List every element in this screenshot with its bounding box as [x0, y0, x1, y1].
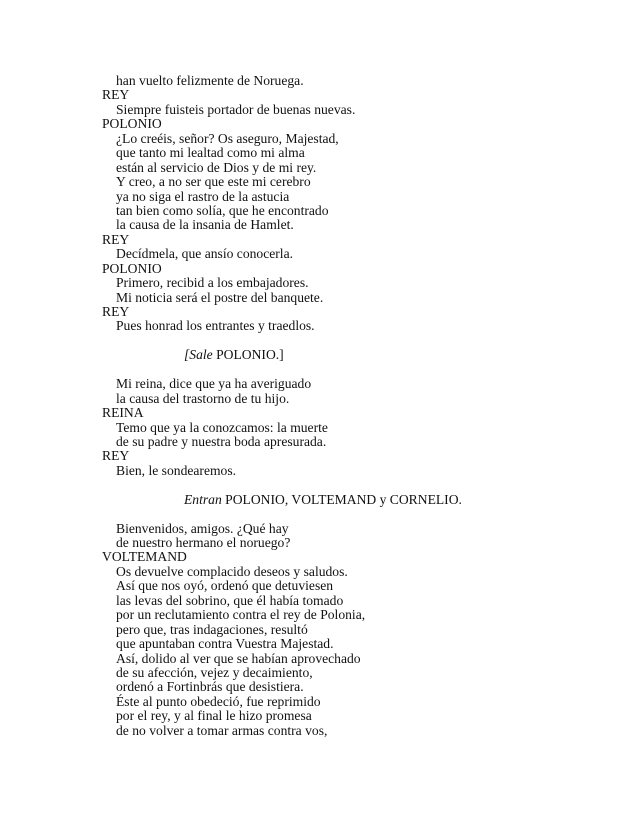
verse-line: Pues honrad los entrantes y traedlos.: [116, 318, 315, 334]
verse-line: Decídmela, que ansío conocerla.: [116, 246, 294, 262]
speaker-name: REY: [102, 304, 130, 319]
verse-line: están al servicio de Dios y de mi rey.: [116, 159, 317, 175]
verse-line: pero que, tras indagaciones, resultó: [116, 621, 308, 637]
verse-line: por el rey, y al final le hizo promesa: [116, 708, 312, 724]
stage-rest: POLONIO, VOLTEMAND y CORNELIO.: [221, 491, 462, 507]
verse-line: Éste al punto obedeció, fue reprimido: [116, 693, 321, 709]
blank-line: [102, 363, 602, 377]
verse-line: la causa del trastorno de tu hijo.: [116, 390, 290, 406]
verse-line: de su padre y nuestra boda apresurada.: [116, 433, 327, 449]
blank-line: [102, 334, 602, 348]
speaker-name: REINA: [102, 405, 144, 421]
blank-line: [102, 478, 602, 492]
verse-line: ¿Lo creéis, señor? Os aseguro, Majestad,: [116, 130, 339, 146]
verse-line: Bienvenidos, amigos. ¿Qué hay: [116, 520, 289, 536]
speaker-name: POLONIO: [102, 116, 162, 132]
verse-line: Mi noticia será el postre del banquete.: [116, 289, 324, 305]
stage-bracket: [: [184, 347, 190, 363]
verse-line: las levas del sobrino, que él había tomado: [116, 592, 344, 608]
verse-line: de no volver a tomar armas contra vos,: [116, 722, 328, 738]
verse-line: Así que nos oyó, ordenó que detuviesen: [116, 578, 334, 594]
verse-line: de nuestro hermano el noruego?: [116, 535, 291, 550]
stage-direction-enter: [102, 493, 602, 507]
speaker-name: VOLTEMAND: [102, 549, 187, 565]
verse-line: Mi reina, dice que ya ha averiguado: [116, 376, 312, 392]
verse-line: que tanto mi lealtad como mi alma: [116, 145, 305, 161]
verse-line: Bien, le sondearemos.: [116, 462, 237, 478]
verse-line: la causa de la insania de Hamlet.: [116, 217, 294, 233]
verse-line: Primero, recibid a los embajadores.: [116, 275, 309, 291]
verse-line: por un reclutamiento contra el rey de Polonia,: [116, 607, 366, 623]
speaker-name: POLONIO: [102, 260, 162, 276]
verse-line: de su afección, vejez y decaimiento,: [116, 664, 313, 680]
play-text: [102, 74, 602, 738]
verse-line: Temo que ya la conozcamos: la muerte: [116, 419, 328, 435]
verse-line: han vuelto felizmente de Noruega.: [116, 73, 304, 88]
verse-line: Así, dolido al ver que se habían aprovechado: [116, 650, 361, 666]
stage-verb: Sale: [189, 347, 213, 363]
stage-direction-exit: [102, 348, 602, 362]
speaker-name: REY: [102, 448, 130, 464]
verse-line: Y creo, a no ser que este mi cerebro: [116, 174, 311, 190]
speaker-name: REY: [102, 231, 130, 247]
stage-rest: POLONIO.]: [212, 347, 284, 363]
verse-line: que apuntaban contra Vuestra Majestad.: [116, 636, 334, 652]
verse-line: Os devuelve complacido deseos y saludos.: [116, 563, 348, 579]
verse-line: ya no siga el rastro de la astucia: [116, 188, 290, 204]
verse-line: tan bien como solía, que he encontrado: [116, 202, 329, 218]
speaker-name: REY: [102, 87, 130, 103]
verse-line: Siempre fuisteis portador de buenas nuevas.: [116, 101, 356, 117]
stage-verb: Entran: [184, 491, 222, 507]
blank-line: [102, 507, 602, 521]
verse-line: ordenó a Fortinbrás que desistiera.: [116, 679, 304, 695]
